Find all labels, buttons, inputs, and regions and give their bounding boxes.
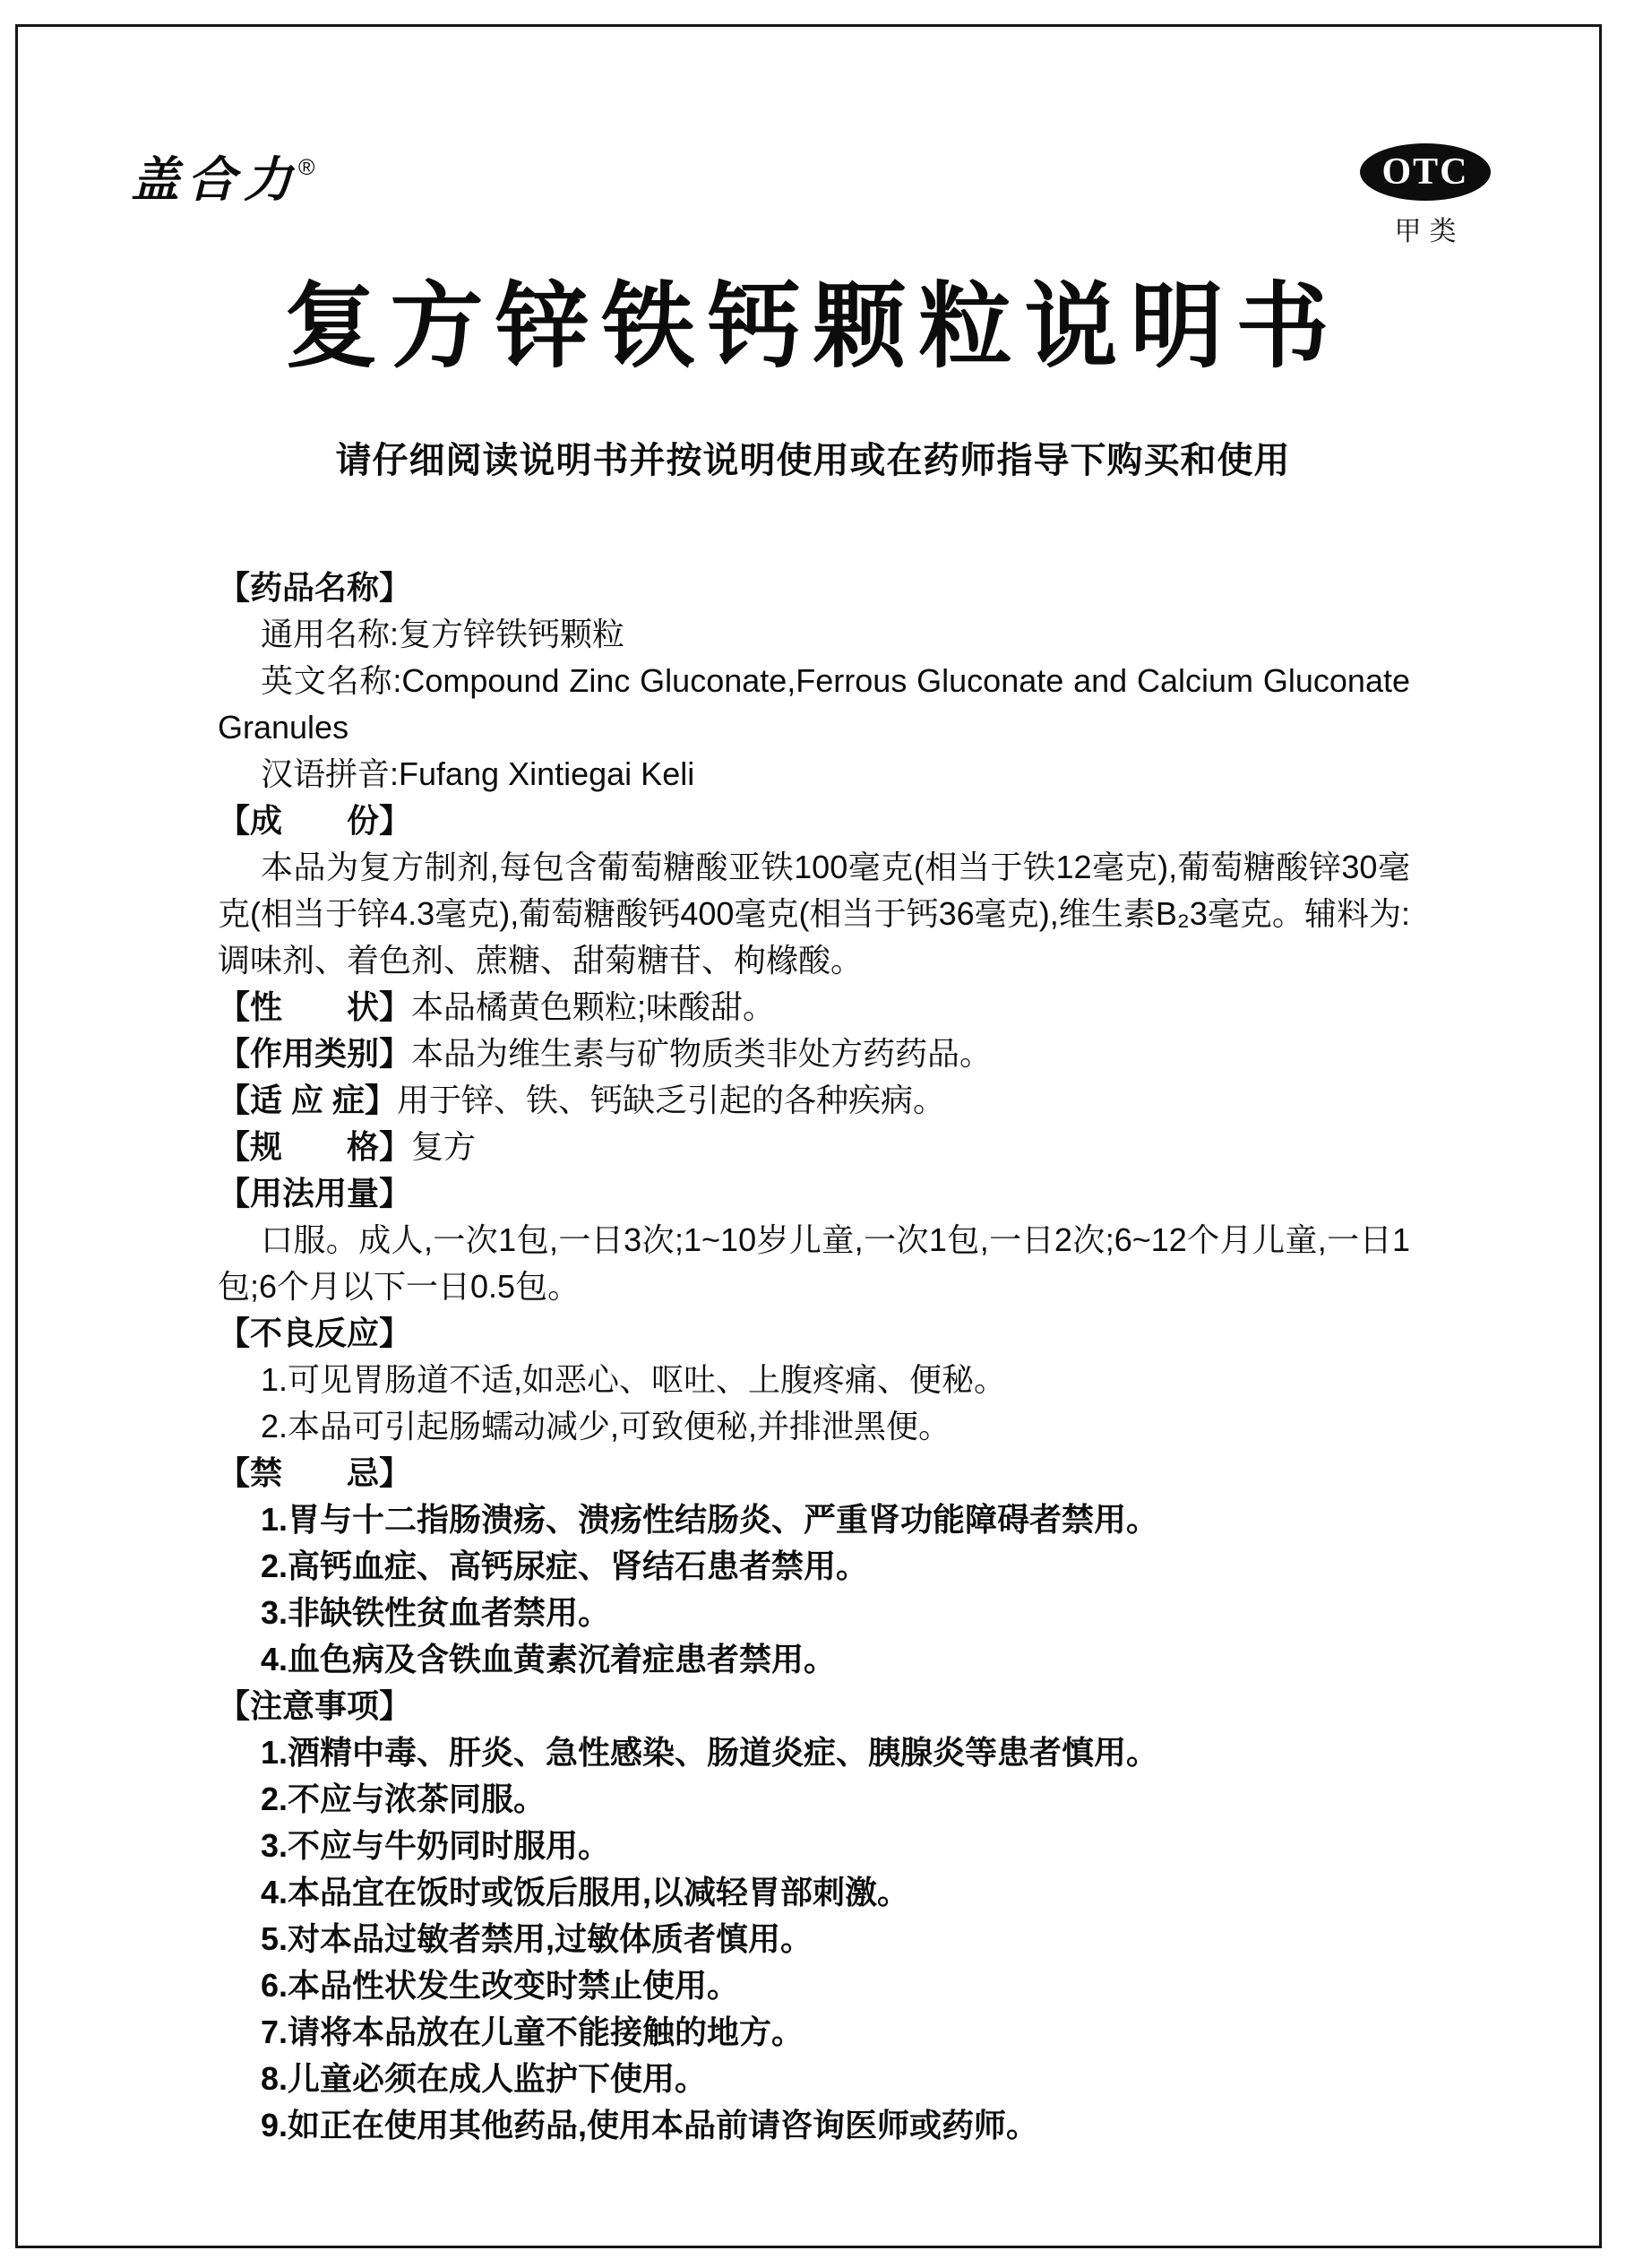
doc-line (218, 984, 1410, 1031)
doc-line: 4.血色病及含铁血黄素沉着症患者禁用。 (261, 1641, 837, 1677)
section-text: 用于锌、铁、钙缺乏引起的各种疾病。 (397, 1082, 946, 1118)
doc-line (218, 1124, 1410, 1170)
otc-category-label: 甲类 (1394, 217, 1465, 246)
doc-line: 【用法用量】 (218, 1175, 412, 1212)
doc-line: 6.本品性状发生改变时禁止使用。 (261, 1967, 740, 2004)
brand-logo-text: 盖合力 (131, 153, 300, 207)
doc-line: 【不良反应】 (218, 1315, 412, 1351)
otc-label: OTC (1381, 151, 1469, 193)
doc-line: 口服。成人,一次1包,一日3次;1~10岁儿童,一次1包,一日2次;6~12个月儿童,一日1包;6个月以下一日0.5包。 (218, 1221, 1410, 1305)
doc-line: 8.儿童必须在成人监护下使用。 (261, 2060, 708, 2097)
otc-ellipse (1360, 143, 1491, 201)
doc-line: 汉语拼音:Fufang Xintiegai Keli (261, 755, 695, 792)
doc-line: 【药品名称】 (218, 569, 412, 606)
doc-line: 4.本品宜在饭时或饭后服用,以减轻胃部刺激。 (261, 1874, 910, 1910)
section-header-inline: 【性 状】 (218, 988, 412, 1025)
doc-line: 【注意事项】 (218, 1687, 412, 1724)
page-subtitle: 请仔细阅读说明书并按说明使用或在药师指导下购买和使用 (335, 441, 1291, 480)
section-header-inline: 【规 格】 (218, 1128, 412, 1165)
page-title: 复方锌铁钙颗粒说明书 (284, 275, 1342, 379)
section-text: 本品橘黄色颗粒;味酸甜。 (411, 988, 776, 1025)
section-header-inline: 【适 应 症】 (218, 1082, 398, 1118)
doc-line: 5.对本品过敏者禁用,过敏体质者慎用。 (261, 1920, 813, 1957)
doc-line: 2.本品可引起肠蠕动减少,可致便秘,并排泄黑便。 (261, 1408, 951, 1444)
brand-logo (131, 142, 316, 211)
doc-line: 7.请将本品放在儿童不能接触的地方。 (261, 2014, 804, 2050)
document-body (218, 565, 1410, 2149)
registered-trademark-icon: ® (298, 155, 315, 180)
doc-line: 通用名称:复方锌铁钙颗粒 (261, 616, 625, 652)
doc-line: 2.高钙血症、高钙尿症、肾结石患者禁用。 (261, 1548, 869, 1584)
doc-line: 本品为复方制剂,每包含葡萄糖酸亚铁100毫克(相当于铁12毫克),葡萄糖酸锌30毫克(相当于锌4.3毫克),葡萄糖酸钙400毫克(相当于钙36毫克),维生素B₂3毫克。辅料为:调味剂、着色剂、蔗糖、甜菊糖苷、枸橼酸。 (218, 849, 1410, 979)
doc-line: 【成 份】 (218, 802, 412, 839)
doc-line: 9.如正在使用其他药品,使用本品前请咨询医师或药师。 (261, 2107, 1039, 2143)
doc-line: 英文名称:Compound Zinc Gluconate,Ferrous Gluconate and Calcium Gluconate Granules (218, 662, 1410, 746)
doc-line (218, 1077, 1410, 1124)
doc-line: 【禁 忌】 (218, 1454, 412, 1491)
doc-line: 1.酒精中毒、肝炎、急性感染、肠道炎症、胰腺炎等患者慎用。 (261, 1734, 1159, 1771)
otc-badge (1360, 143, 1491, 248)
doc-line: 1.可见胃肠道不适,如恶心、呕吐、上腹疼痛、便秘。 (261, 1361, 1007, 1398)
section-header-inline: 【作用类别】 (218, 1035, 412, 1072)
doc-line: 1.胃与十二指肠溃疡、溃疡性结肠炎、严重肾功能障碍者禁用。 (261, 1501, 1159, 1538)
section-text: 复方 (411, 1128, 477, 1165)
section-text: 本品为维生素与矿物质类非处方药药品。 (411, 1035, 993, 1072)
doc-line: 3.非缺铁性贫血者禁用。 (261, 1594, 611, 1631)
doc-line: 2.不应与浓茶同服。 (261, 1781, 546, 1817)
doc-line (218, 1031, 1410, 1077)
doc-line: 3.不应与牛奶同时服用。 (261, 1827, 611, 1864)
